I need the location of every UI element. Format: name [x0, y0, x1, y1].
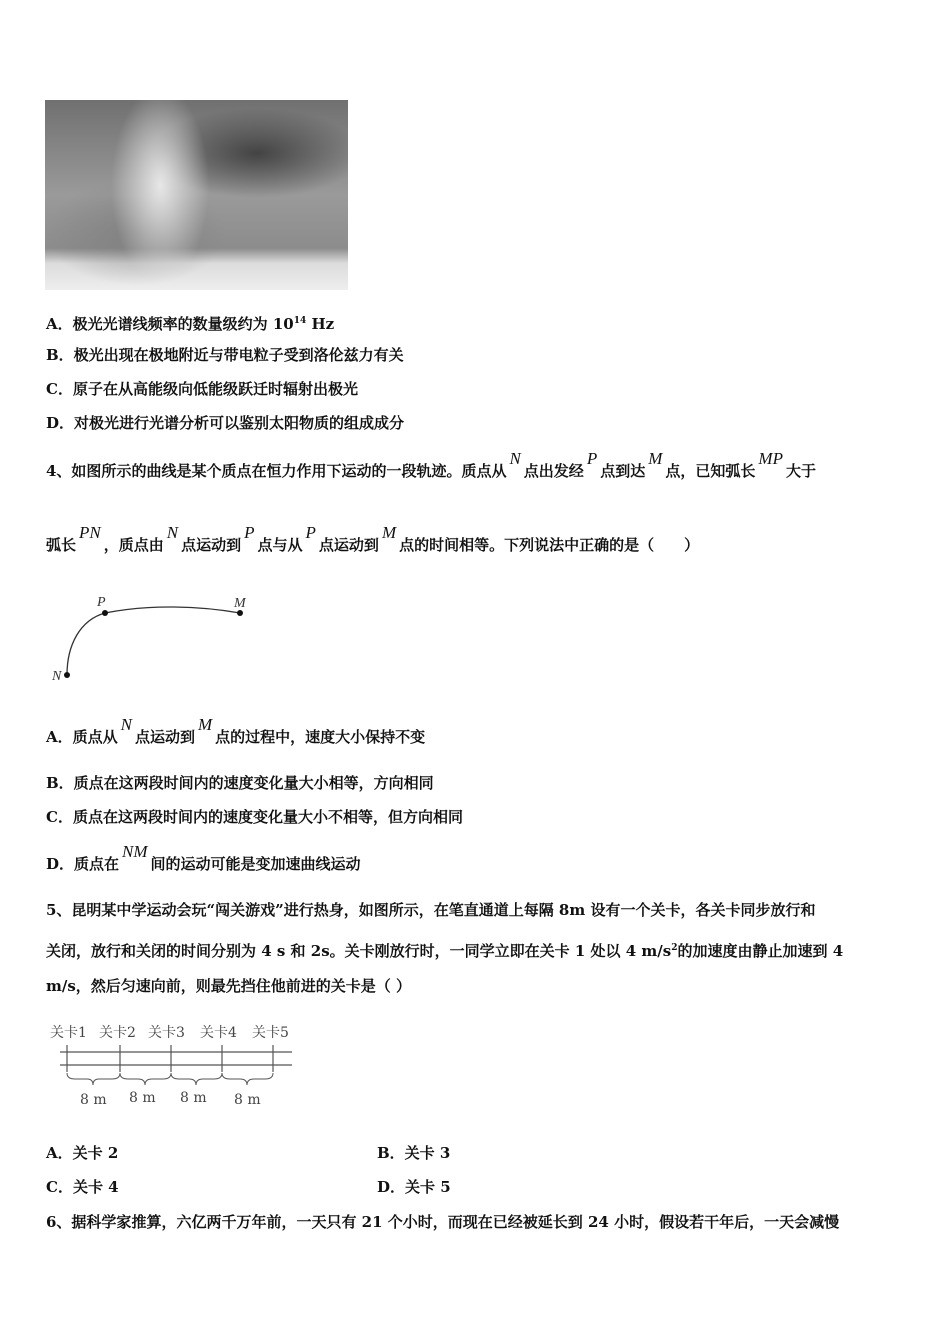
checkpoint-label-1: 关卡1 [50, 1025, 87, 1041]
q4-stem-line2: 弧长PN，质点由N点运动到P点与从P点运动到M点的时间相等。下列说法中正确的是（ ） [46, 523, 700, 554]
point-p [102, 610, 108, 616]
label-n: N [52, 669, 62, 684]
q3-option-c: C．原子在从高能级向低能级跃迁时辐射出极光 [46, 380, 358, 398]
point-n [64, 672, 70, 678]
checkpoint-label-5: 关卡5 [252, 1025, 289, 1041]
q4-option-a: A．质点从N点运动到M点的过程中，速度大小保持不变 [46, 715, 426, 746]
q4-option-c: C．质点在这两段时间内的速度变化量大小不相等，但方向相同 [46, 808, 463, 826]
checkpoint-label-4: 关卡4 [200, 1025, 237, 1041]
q4-option-d: D．质点在NM间的运动可能是变加速曲线运动 [46, 842, 361, 873]
q5-option-d: D．关卡 5 [377, 1178, 451, 1196]
q5-stem-line3: m/s，然后匀速向前，则最先挡住他前进的关卡是（ ） [46, 977, 412, 995]
q6-stem-line1: 6、据科学家推算，六亿两千万年前，一天只有 21 个小时，而现在已经被延长到 24 小时，假设若干年后，一天会减慢 [46, 1213, 840, 1231]
q5-option-c: C．关卡 4 [46, 1178, 119, 1196]
q5-stem-line2: 关闭，放行和关闭的时间分别为 4 s 和 2s。关卡刚放行时，一同学立即在关卡 1 处以 4 $m/s^2$的加速度由静止加速到 4 [46, 942, 844, 960]
q3-option-a: A．极光光谱线频率的数量级约为 $10^{14}$ Hz [46, 315, 335, 333]
label-m: M [234, 596, 246, 611]
q4-option-b: B．质点在这两段时间内的速度变化量大小相等，方向相同 [46, 774, 434, 792]
checkpoint-label-3: 关卡3 [148, 1025, 185, 1041]
checkpoint-figure [45, 1018, 305, 1113]
distance-label-4: 8 m [234, 1092, 261, 1108]
trajectory-figure [40, 590, 270, 690]
label-p: P [97, 595, 106, 610]
q5-option-a: A．关卡 2 [46, 1144, 119, 1162]
q5-stem-line1: 5、昆明某中学运动会玩“闯关游戏”进行热身，如图所示，在笔直通道上每隔 8m 设有一个关卡，各关卡同步放行和 [46, 901, 816, 919]
q3-option-b: B．极光出现在极地附近与带电粒子受到洛伦兹力有关 [46, 346, 404, 364]
q4-stem-line1: 4、如图所示的曲线是某个质点在恒力作用下运动的一段轨迹。质点从N点出发经P点到达M点，已知弧长MP大于 [46, 449, 816, 480]
q5-option-b: B．关卡 3 [377, 1144, 451, 1162]
aurora-photo [45, 100, 348, 290]
checkpoint-label-2: 关卡2 [99, 1025, 136, 1041]
q3-option-d: D．对极光进行光谱分析可以鉴别太阳物质的组成成分 [46, 414, 405, 432]
distance-label-1: 8 m [80, 1092, 107, 1108]
distance-label-2: 8 m [129, 1090, 156, 1106]
distance-label-3: 8 m [180, 1090, 207, 1106]
